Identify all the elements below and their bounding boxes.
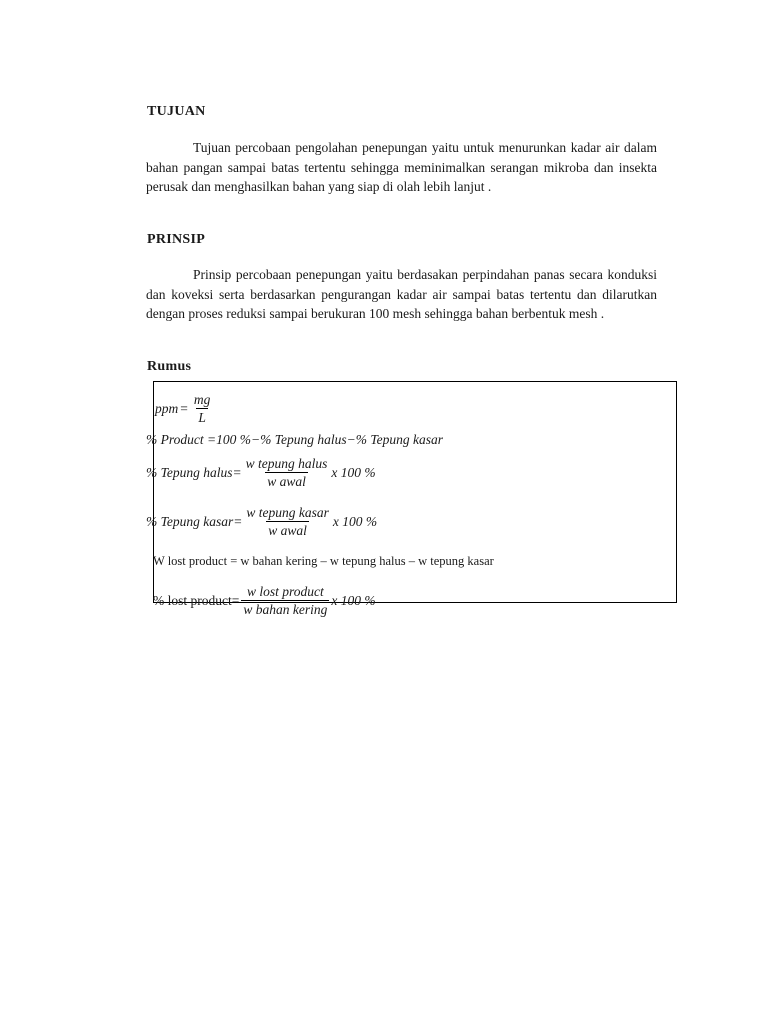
tujuan-heading: TUJUAN	[147, 104, 206, 119]
prinsip-paragraph: Prinsip percobaan penepungan yaitu berdasakan perpindahan panas secara konduksi dan koveksi serta berdasarkan pengurangan kadar air sampai batas tertentu dan dilarutkan dengan proses reduksi sampai berukuran 100 mesh sehingga bahan berbentuk mesh .	[146, 267, 657, 321]
formula-halus-denominator: w awal	[267, 474, 306, 489]
formula-ppm	[155, 392, 214, 425]
formula-lost-denominator: w bahan kering	[243, 602, 328, 617]
formula-halus-numerator: w tepung halus	[245, 456, 328, 471]
formula-lost-lhs: % lost product=	[153, 592, 240, 608]
formula-lost-product-percent	[153, 584, 376, 617]
formula-kasar-suffix: x 100 %	[332, 513, 378, 529]
formula-lost-suffix: x 100 %	[331, 592, 376, 608]
formula-ppm-equals: =	[180, 400, 188, 416]
formula-tepung-kasar	[146, 505, 377, 538]
formula-kasar-lhs: % Tepung kasar=	[146, 513, 243, 529]
formula-product	[146, 432, 443, 448]
formula-ppm-lhs: ppm	[155, 400, 179, 416]
formula-halus-suffix: x 100 %	[331, 464, 376, 480]
formula-lost-fraction	[241, 584, 329, 617]
formula-ppm-fraction	[192, 392, 213, 425]
formula-ppm-numerator: mg	[193, 392, 211, 407]
formula-kasar-numerator: w tepung kasar	[246, 505, 329, 520]
formula-w-lost-product	[153, 554, 494, 569]
formula-halus-fraction	[244, 456, 330, 489]
formula-tepung-halus	[146, 456, 376, 489]
formula-lost-numerator: w lost product	[246, 584, 324, 599]
formula-halus-lhs: % Tepung halus=	[146, 464, 242, 480]
tujuan-paragraph: Tujuan percobaan pengolahan penepungan yaitu untuk menurunkan kadar air dalam bahan pangan sampai batas tertentu sehingga meminimalkan serangan mikroba dan insekta perusak dan menghasilkan bahan yang siap di olah lebih lanjut .	[146, 140, 657, 194]
formula-ppm-denominator: L	[198, 410, 206, 425]
formula-kasar-fraction	[244, 505, 331, 538]
formula-product-text: % Product =100 %−% Tepung halus−% Tepung kasar	[146, 432, 443, 447]
formula-box	[153, 381, 677, 603]
rumus-heading: Rumus	[147, 359, 192, 374]
prinsip-heading: PRINSIP	[147, 232, 206, 247]
formula-wlost-text: W lost product = w bahan kering – w tepung halus – w tepung kasar	[153, 554, 494, 568]
formula-kasar-denominator: w awal	[268, 523, 307, 538]
